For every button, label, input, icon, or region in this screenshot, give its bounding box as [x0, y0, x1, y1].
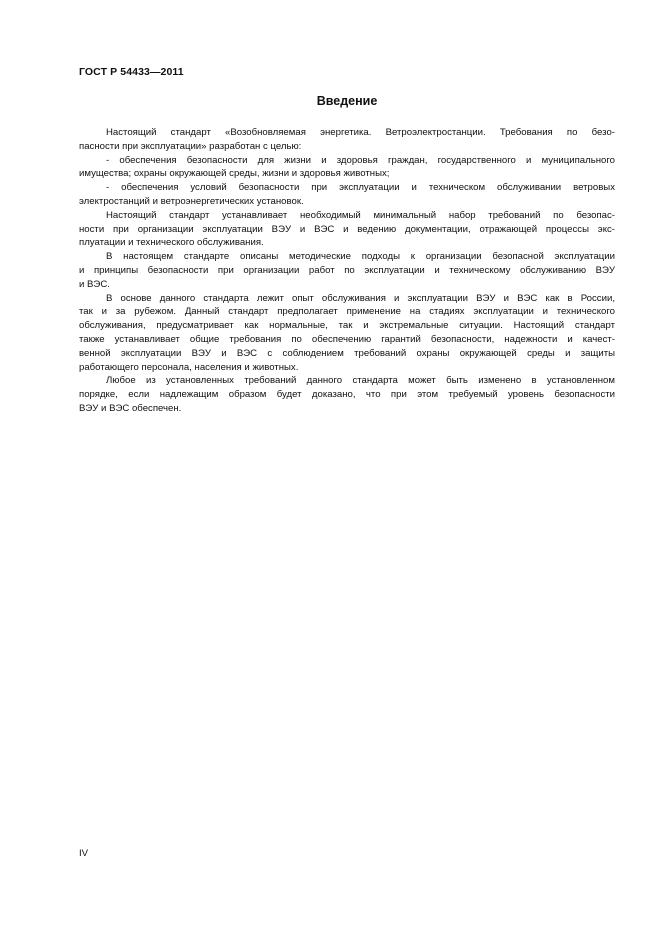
text-line: обслуживания, предусматривает как нормальные, так и экстремальные ситуации. Настоящий стандарт	[79, 320, 615, 332]
text-line: В настоящем стандарте описаны методические подходы к организации безопасной эксплуатации	[106, 251, 615, 263]
text-line: имущества; охраны окружающей среды, жизни и здоровья животных;	[79, 168, 390, 180]
paragraph	[79, 250, 615, 291]
text-line: В основе данного стандарта лежит опыт обслуживания и эксплуатации ВЭУ и ВЭС как в России,	[106, 292, 615, 304]
list-item	[79, 181, 615, 209]
text-line: и принципы безопасности при организации работ по эксплуатации и техническому обслуживанию ВЭУ	[79, 264, 615, 276]
text-line: так и за рубежом. Данный стандарт предполагает применение на стадиях эксплуатации и технического	[79, 306, 615, 318]
text-line: и ВЭС.	[79, 278, 110, 290]
text-line: ВЭУ и ВЭС обеспечен.	[79, 402, 182, 414]
text-line: Настоящий стандарт «Возобновляемая энергетика. Ветроэлектростанции. Требования по безо-	[106, 127, 615, 138]
text-line: работающего персонала, населения и животных.	[79, 361, 299, 373]
section-title: Введение	[316, 94, 378, 108]
text-line: Любое из установленных требований данного стандарта может быть изменено в установленном	[106, 375, 615, 387]
standard-code: ГОСТ Р 54433—2011	[79, 66, 184, 78]
paragraph	[79, 374, 615, 415]
text-line: - обеспечения условий безопасности при эксплуатации и техническом обслуживании ветровых	[106, 182, 615, 194]
text-line: Настоящий стандарт устанавливает необходимый минимальный набор требований по безопас-	[106, 209, 615, 221]
text-line: - обеспечения безопасности для жизни и здоровья граждан, государственного и муниципального	[106, 154, 615, 166]
list-item	[79, 154, 615, 182]
paragraph	[79, 292, 615, 375]
paragraph	[79, 126, 615, 154]
introduction-body	[79, 126, 615, 416]
text-line: венной эксплуатации ВЭУ и ВЭС с соблюдением требований охраны окружающей среды и защиты	[79, 347, 615, 359]
text-line: также устанавливает общие требования по обеспечению гарантий безопасности, надежности и качест-	[79, 333, 615, 345]
text-line: электростанций и ветроэнергетических установок.	[79, 195, 304, 207]
text-line: ности при организации эксплуатации ВЭУ и ВЭС и ведению документации, отражающей процессы экс-	[79, 223, 615, 235]
page-number: IV	[79, 848, 89, 859]
text-line: порядке, если надлежащим образом будет доказано, что при этом требуемый уровень безопасности	[79, 389, 615, 401]
paragraph	[79, 209, 615, 250]
text-line: пасности при эксплуатации» разработан с целью:	[79, 140, 302, 152]
text-line: плуатации и технического обслуживания.	[79, 237, 264, 249]
